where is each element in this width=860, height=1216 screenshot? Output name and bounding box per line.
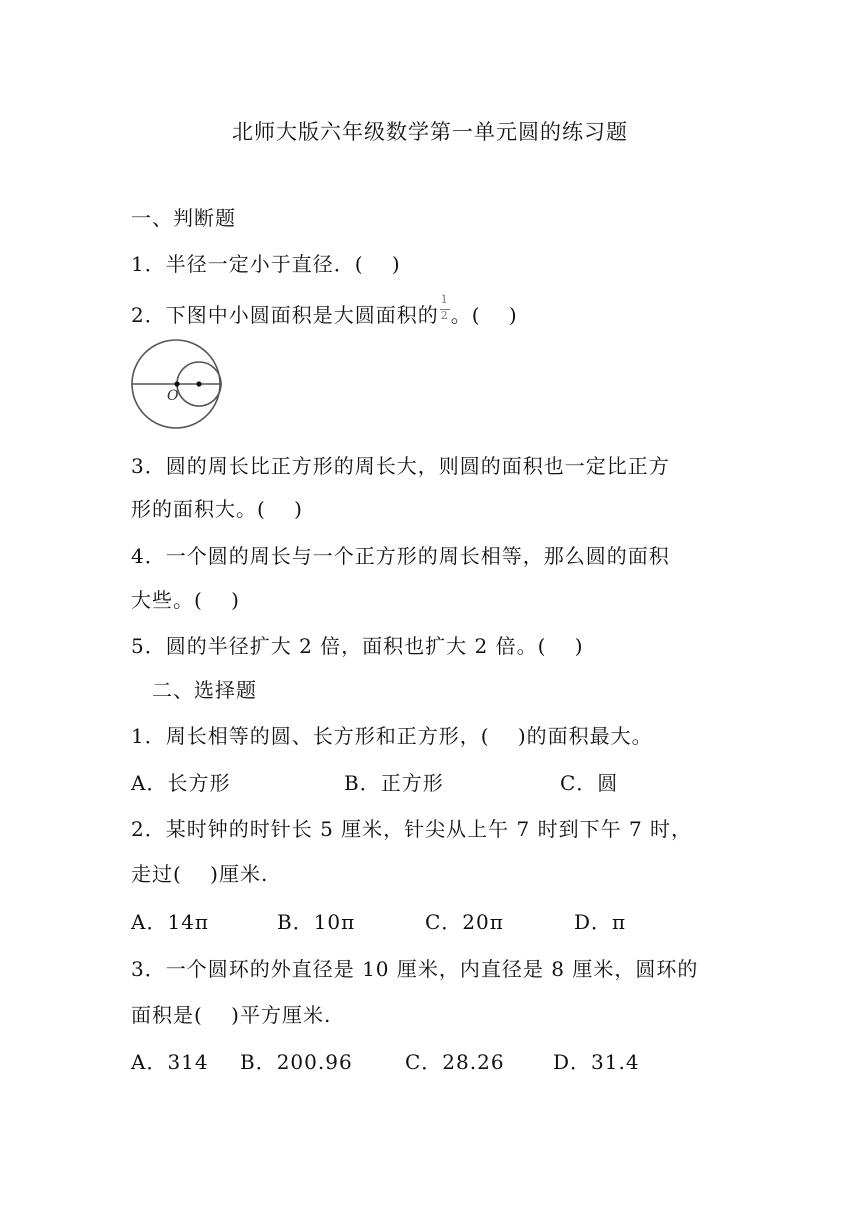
judgement-question-4-line-2: 大些。( ) — [131, 588, 240, 612]
figure-label-o: O — [167, 388, 179, 404]
choice-question-2-line-1: 2．某时钟的时针长 5 厘米，针尖从上午 7 时到下午 7 时， — [131, 817, 693, 841]
choice-question-3-line-1: 3．一个圆环的外直径是 10 厘米，内直径是 8 厘米，圆环的 — [131, 957, 699, 981]
choice-2-option-a: A．14π — [131, 910, 210, 934]
judgement-question-1: 1．半径一定小于直径．( ) — [131, 252, 401, 276]
judgement-question-3-line-1: 3．圆的周长比正方形的周长大，则圆的面积也一定比正方 — [131, 454, 670, 478]
circles-figure — [130, 338, 230, 430]
choice-3-option-b: B．200.96 — [240, 1050, 353, 1074]
page-title: 北师大版六年级数学第一单元圆的练习题 — [232, 120, 628, 144]
choice-question-3-line-2: 面积是( )平方厘米. — [131, 1003, 332, 1027]
fraction-one-half: $\frac{1}{2}$ — [440, 293, 449, 322]
question-2-text: 2．下图中小圆面积是大圆面积的 — [131, 303, 439, 327]
judgement-question-2 — [131, 293, 518, 327]
judgement-question-3-line-2: 形的面积大。( ) — [131, 497, 303, 521]
choice-3-option-a: A．314 — [131, 1050, 209, 1074]
choice-2-option-c: C．20π — [425, 910, 504, 934]
section-heading-choice: 二、选择题 — [152, 678, 257, 702]
choice-1-option-b: B．正方形 — [344, 771, 444, 795]
choice-2-option-d: D．π — [574, 910, 627, 934]
question-2-suffix: 。( ) — [450, 303, 518, 327]
choice-2-option-b: B．10π — [277, 910, 356, 934]
center-point-large — [174, 381, 179, 386]
center-point-small — [196, 381, 201, 386]
section-heading-judgement: 一、判断题 — [131, 206, 236, 230]
choice-question-1: 1．周长相等的圆、长方形和正方形，( )的面积最大。 — [131, 724, 653, 748]
judgement-question-4-line-1: 4．一个圆的周长与一个正方形的周长相等，那么圆的面积 — [131, 544, 670, 568]
choice-question-2-line-2: 走过( )厘米. — [131, 862, 269, 886]
choice-3-option-d: D．31.4 — [553, 1050, 640, 1074]
judgement-question-5: 5．圆的半径扩大 2 倍，面积也扩大 2 倍。( ) — [131, 634, 584, 658]
choice-3-option-c: C．28.26 — [405, 1050, 505, 1074]
choice-1-option-a: A．长方形 — [131, 771, 231, 795]
choice-1-option-c: C．圆 — [560, 771, 619, 795]
